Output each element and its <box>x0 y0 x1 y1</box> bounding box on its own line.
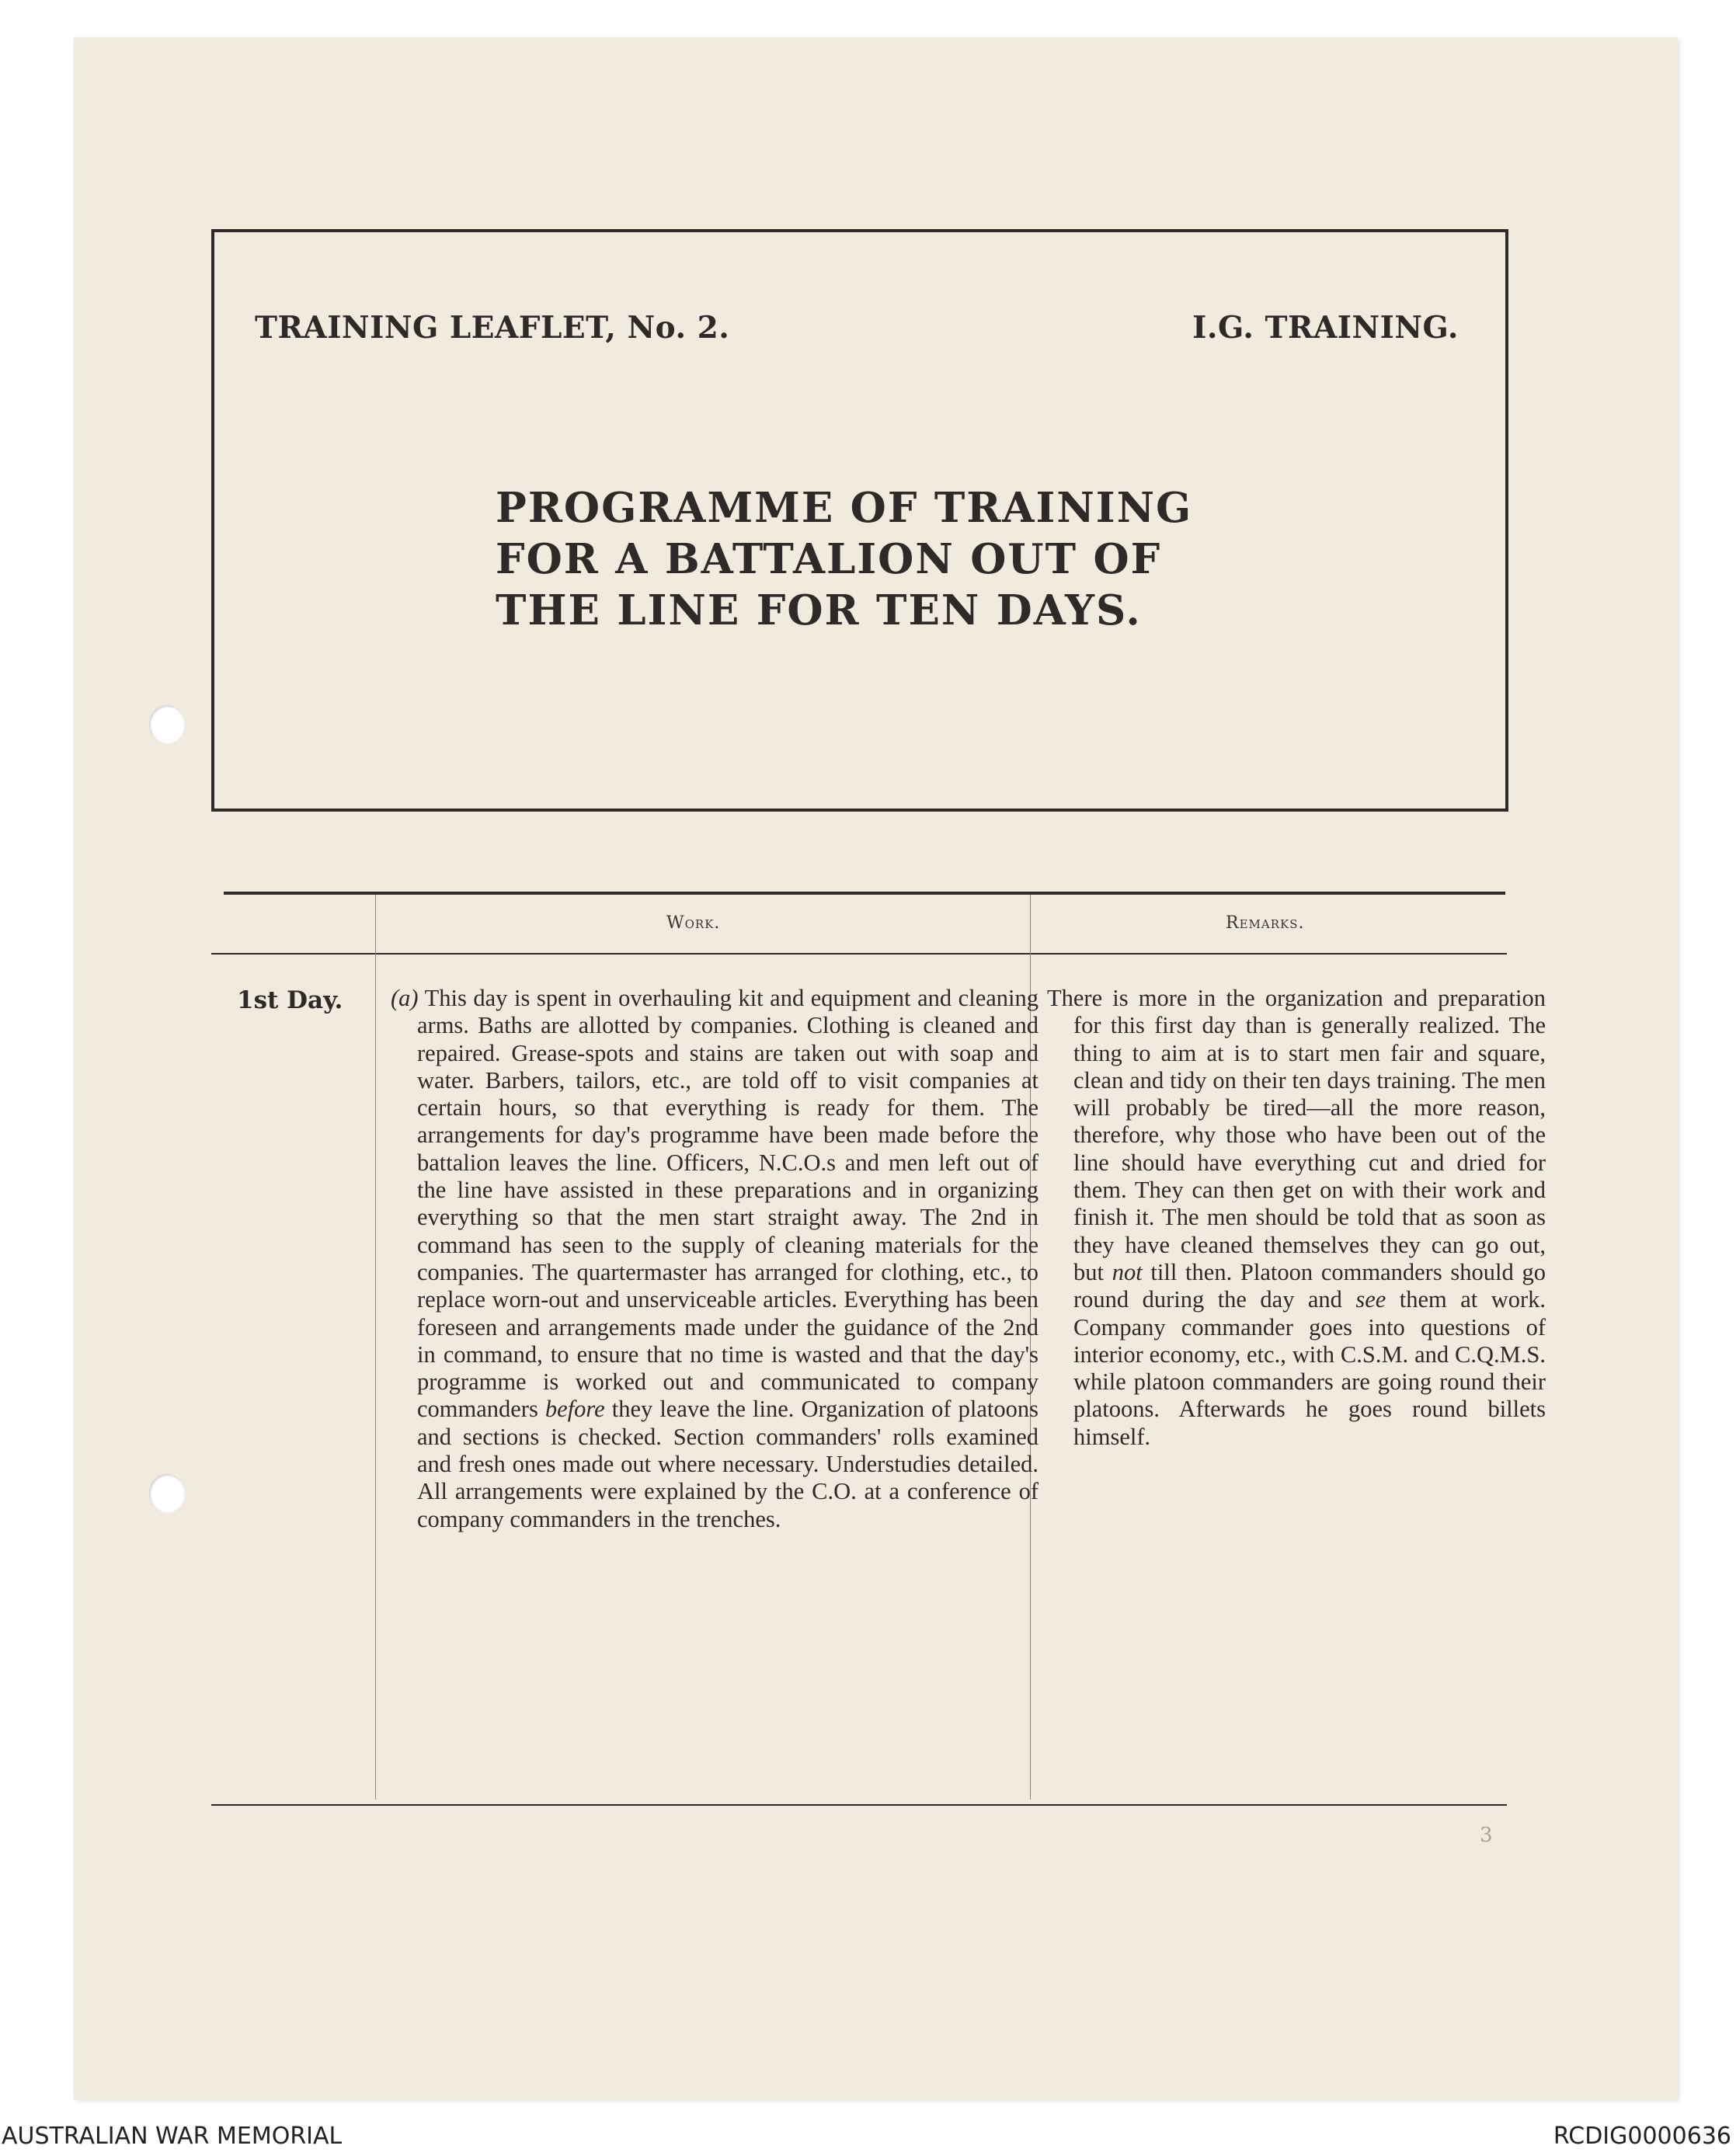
heading-line: PROGRAMME OF TRAINING <box>496 484 1193 532</box>
remarks-emphasis: not <box>1112 1258 1143 1285</box>
table-header-rule <box>211 953 1507 955</box>
work-marker: (a) <box>391 985 419 1011</box>
title-box <box>211 229 1508 812</box>
work-text-part: This day is spent in overhauling kit and equipment and cleaning arms. Baths are allotted by companies. Clothing is cleaned and repaired. Grease-spots and stains are taken out with soap and water. Barbers, tailors, etc., are told off to visit companies at certain hours, so that everything is ready for them. The arrangements for day's programme have been made before the battalion leaves the line. Officers, N.C.O.s and men left out of the line have assisted in these preparations and in organizing everything so that the men start straight away. The 2nd in command has seen to the supply of cleaning materials for the companies. The quartermaster has arranged for clothing, etc., to replace worn-out and unserviceable articles. Everything has been foreseen and arrangements made under the guidance of the 2nd in command, to ensure that no time is wasted and that the day's programme is worked out and communicated to company commanders <box>417 985 1038 1423</box>
remarks-column-header: Remarks. <box>1226 913 1305 933</box>
remarks-emphasis: see <box>1355 1286 1386 1313</box>
column-divider-1 <box>375 895 376 1800</box>
training-label: I.G. TRAINING. <box>1192 310 1459 346</box>
remarks-text-part: them at work. Company commander goes into questions of interior economy, etc., with C.S.M. and C.Q.M.S. while platoon commanders are going round their platoons. Afterwards he goes round billets himself. <box>1073 1286 1546 1450</box>
work-text-part: they leave the line. Organization of platoons and sections is checked. Section commanders' rolls examined and fresh ones made out where necessary. Understudies detailed. All arrangements were explained by the C.O. at a conference of company commanders in the trenches. <box>417 1396 1038 1532</box>
heading-line: FOR A BATTALION OUT OF <box>496 535 1162 583</box>
work-text <box>391 985 1038 1533</box>
remarks-text-part: There is more in the organization and preparation for this first day than is generally realized. The thing to aim at is to start men fair and square, clean and tidy on their ten days training. The men will probably be tired—all the more reason, therefore, why those who have been out of the line should have everything cut and dried for them. They can then get on with their work and finish it. The men should be told that as soon as they have cleaned themselves they can go out, but <box>1047 985 1546 1285</box>
punch-hole-upper <box>149 705 185 744</box>
work-column-header: Work. <box>666 913 721 933</box>
record-id: RCDIG0000636 <box>1553 2123 1731 2150</box>
heading-line: THE LINE FOR TEN DAYS. <box>496 586 1142 635</box>
day-label: 1st Day. <box>237 986 343 1014</box>
page-number: 3 <box>1480 1824 1493 1847</box>
punch-hole-lower <box>149 1474 185 1513</box>
remarks-text-part: till then. Platoon commanders should go round during the day and <box>1073 1258 1546 1313</box>
remarks-text <box>1047 985 1546 1451</box>
source-caption: AUSTRALIAN WAR MEMORIAL <box>2 2123 343 2150</box>
leaflet-title: TRAINING LEAFLET, No. 2. <box>255 310 730 346</box>
table-top-rule <box>224 892 1505 895</box>
work-emphasis: before <box>544 1396 605 1423</box>
table-bottom-rule <box>211 1804 1507 1806</box>
page-heading <box>496 482 1192 636</box>
